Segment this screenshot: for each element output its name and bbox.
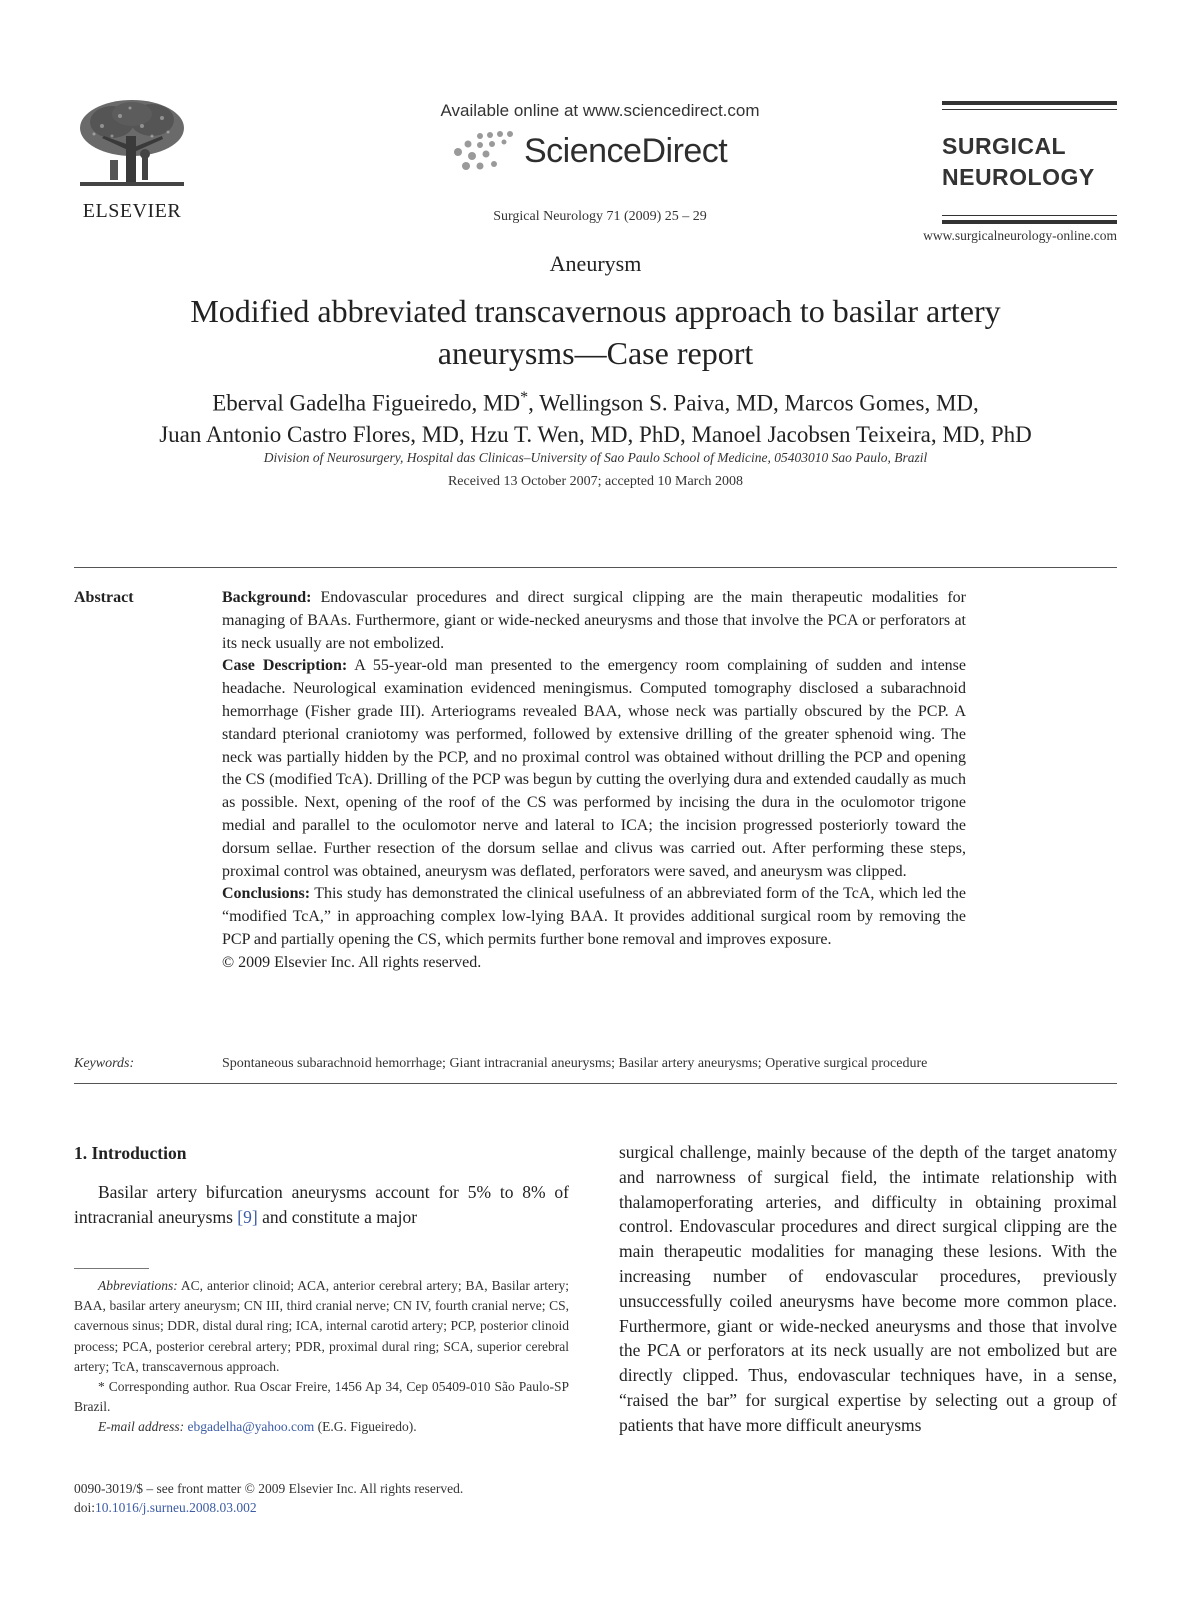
abstract-body <box>222 587 966 975</box>
available-online-text: Available online at www.sciencedirect.com <box>440 101 760 120</box>
abstract-background <box>222 587 966 655</box>
article-title-line1: Modified abbreviated transcavernous approach to basilar artery <box>190 293 1001 329</box>
masthead-rule-top-thin <box>942 109 1117 110</box>
corresponding-mark[interactable]: * <box>520 389 529 406</box>
intro-continuation: surgical challenge, mainly because of the depth of the target anatomy and narrowness of surgical field, the intimate relationship with thalamoperforating arteries, and difficulty in obtaining proximal control. Endovascular procedures and direct surgical clipping are the main therapeutic modalities for managing these lesions. With the increasing number of endovascular procedures, previously unsuccessfully coiled aneurysms have become more common place. Furthermore, giant or wide-necked aneurysms and those that involve the PCA or perforators at its neck usually are not embolized but are directly clipped. Thus, endovascular techniques have, in a sense, “raised the bar” for surgical expertise by selecting out a group of patients that have more difficult aneurysms <box>619 1142 1117 1435</box>
abbreviations-text: AC, anterior clinoid; ACA, anterior cerebral artery; BA, Basilar artery; BAA, basilar artery aneurysm; CN III, third cranial nerve; CN IV, fourth cranial nerve; CS, cavernous sinus; DDR, distal dural ring; ICA, internal carotid artery; PCP, posterior clinoid process; PCA, posterior cerebral artery; PDR, proximal dural ring; SCA, superior cerebral artery; TcA, transcavernous approach. <box>74 1278 569 1374</box>
affiliation: Division of Neurosurgery, Hospital das Clinicas–University of Sao Paulo School of Medicine, 05403010 Sao Paulo, Brazil <box>263 450 928 465</box>
journal-url[interactable]: www.surgicalneurology-online.com <box>923 228 1117 243</box>
footnote-rule <box>74 1268 149 1269</box>
abstract-rule-bottom <box>74 1083 1117 1084</box>
sciencedirect-dots-icon <box>450 130 520 176</box>
keywords-label: Keywords: <box>74 1056 135 1071</box>
section-heading-introduction: 1. Introduction <box>74 1143 187 1163</box>
front-matter-line: 0090-3019/$ – see front matter © 2009 Elsevier Inc. All rights reserved. <box>74 1481 464 1496</box>
footnotes <box>74 1276 569 1438</box>
journal-title-line1: SURGICAL <box>942 133 1067 159</box>
sciencedirect-logo <box>450 130 750 176</box>
abstract-case <box>222 655 966 883</box>
publisher-name: ELSEVIER <box>82 200 182 222</box>
author-list <box>60 382 1131 450</box>
journal-title <box>942 131 1117 193</box>
received-dates: Received 13 October 2007; accepted 10 March 2008 <box>447 474 744 489</box>
elsevier-tree-icon <box>72 96 192 196</box>
background-text: Endovascular procedures and direct surgical clipping are the main therapeutic modalities for managing of BAAs. Furthermore, giant or wide-necked aneurysms and those that involve the PCA or perforators at its neck usually are not embolized. <box>222 589 966 652</box>
article-title-line2: aneurysms—Case report <box>437 335 754 371</box>
sciencedirect-wordmark: ScienceDirect <box>524 132 728 170</box>
abstract-heading: Abstract <box>74 589 134 606</box>
intro-paragraph <box>74 1180 569 1230</box>
corresponding-note: * Corresponding author. Rua Oscar Freire, 1456 Ap 34, Cep 05409-010 São Paulo-SP Brazil. <box>74 1379 569 1415</box>
email-suffix: (E.G. Figueiredo). <box>314 1419 417 1435</box>
masthead-rule-bottom-thin <box>942 215 1117 216</box>
author-line1 <box>60 382 1131 419</box>
email-note <box>74 1417 569 1437</box>
author-rest: , Wellingson S. Paiva, MD, Marcos Gomes, MD, <box>528 390 979 416</box>
abstract-conclusions <box>222 883 966 951</box>
background-label: Background: <box>222 589 312 606</box>
keywords-list: Spontaneous subarachnoid hemorrhage; Giant intracranial aneurysms; Basilar artery aneurysms; Operative surgical procedure <box>222 1056 928 1071</box>
abstract-rule-top <box>74 567 1117 568</box>
intro-text-a: Basilar artery bifurcation aneurysms account for 5% to 8% of intracranial aneurysms <box>74 1182 569 1227</box>
journal-citation: Surgical Neurology 71 (2009) 25 – 29 <box>493 209 707 224</box>
reference-link[interactable]: [9] <box>237 1206 258 1227</box>
doi-line <box>74 1500 569 1516</box>
author-line2: Juan Antonio Castro Flores, MD, Hzu T. Wen, MD, PhD, Manoel Jacobsen Teixeira, MD, PhD <box>159 421 1032 447</box>
email-label: E-mail address: <box>98 1419 185 1435</box>
elsevier-logo <box>72 96 192 226</box>
abbreviations-note <box>74 1276 569 1377</box>
abbreviations-label: Abbreviations: <box>98 1278 178 1293</box>
article-title <box>100 290 1091 374</box>
journal-title-line2: NEUROLOGY <box>942 164 1095 190</box>
email-link[interactable]: ebgadelha@yahoo.com <box>187 1419 315 1435</box>
abstract-copyright: © 2009 Elsevier Inc. All rights reserved. <box>222 953 482 971</box>
conclusions-text: This study has demonstrated the clinical usefulness of an abbreviated form of the TcA, which led the “modified TcA,” in approaching complex low-lying BAA. It provides additional surgical room by removing the PCP and partially opening the CS, which permits further bone removal and improves exposure. <box>222 885 966 948</box>
conclusions-label: Conclusions: <box>222 885 311 903</box>
intro-text-b: and constitute a major <box>257 1206 418 1227</box>
masthead-rule-top <box>942 101 1117 105</box>
article-section: Aneurysm <box>549 251 642 276</box>
journal-masthead <box>942 101 1117 227</box>
doi-link[interactable]: 10.1016/j.surneu.2008.03.002 <box>95 1500 257 1515</box>
case-label: Case Description: <box>222 657 348 675</box>
masthead-rule-bottom <box>942 220 1117 224</box>
doi-prefix: doi: <box>74 1500 96 1515</box>
case-text: A 55-year-old man presented to the emergency room complaining of sudden and intense headache. Neurological examination evidenced meningismus. Computed tomography disclosed a subarachnoid hemorrhage (Fisher grade III). Arteriograms revealed BAA, whose neck was partially obscured by the PCP. A standard pterional craniotomy was performed, followed by extensive drilling of the greater sphenoid wing. The neck was partially hidden by the PCP, and no proximal control was obtained without drilling the PCP and opening the CS (modified TcA). Drilling of the PCP was begun by cutting the overlying dura and extended caudally as much as possible. Next, opening of the roof of the CS was performed by incising the dura in the oculomotor trigone medial and parallel to the oculomotor nerve and lateral to ICA; the incision progressed posteriorly toward the dorsum sellae. Further resection of the dorsum sellae and clivus was carried out. After performing these steps, proximal control was obtained, aneurysm was deflated, perforators were saved, and aneurysm was clipped. <box>222 657 967 880</box>
author-first[interactable]: Eberval Gadelha Figueiredo, MD <box>212 390 521 416</box>
